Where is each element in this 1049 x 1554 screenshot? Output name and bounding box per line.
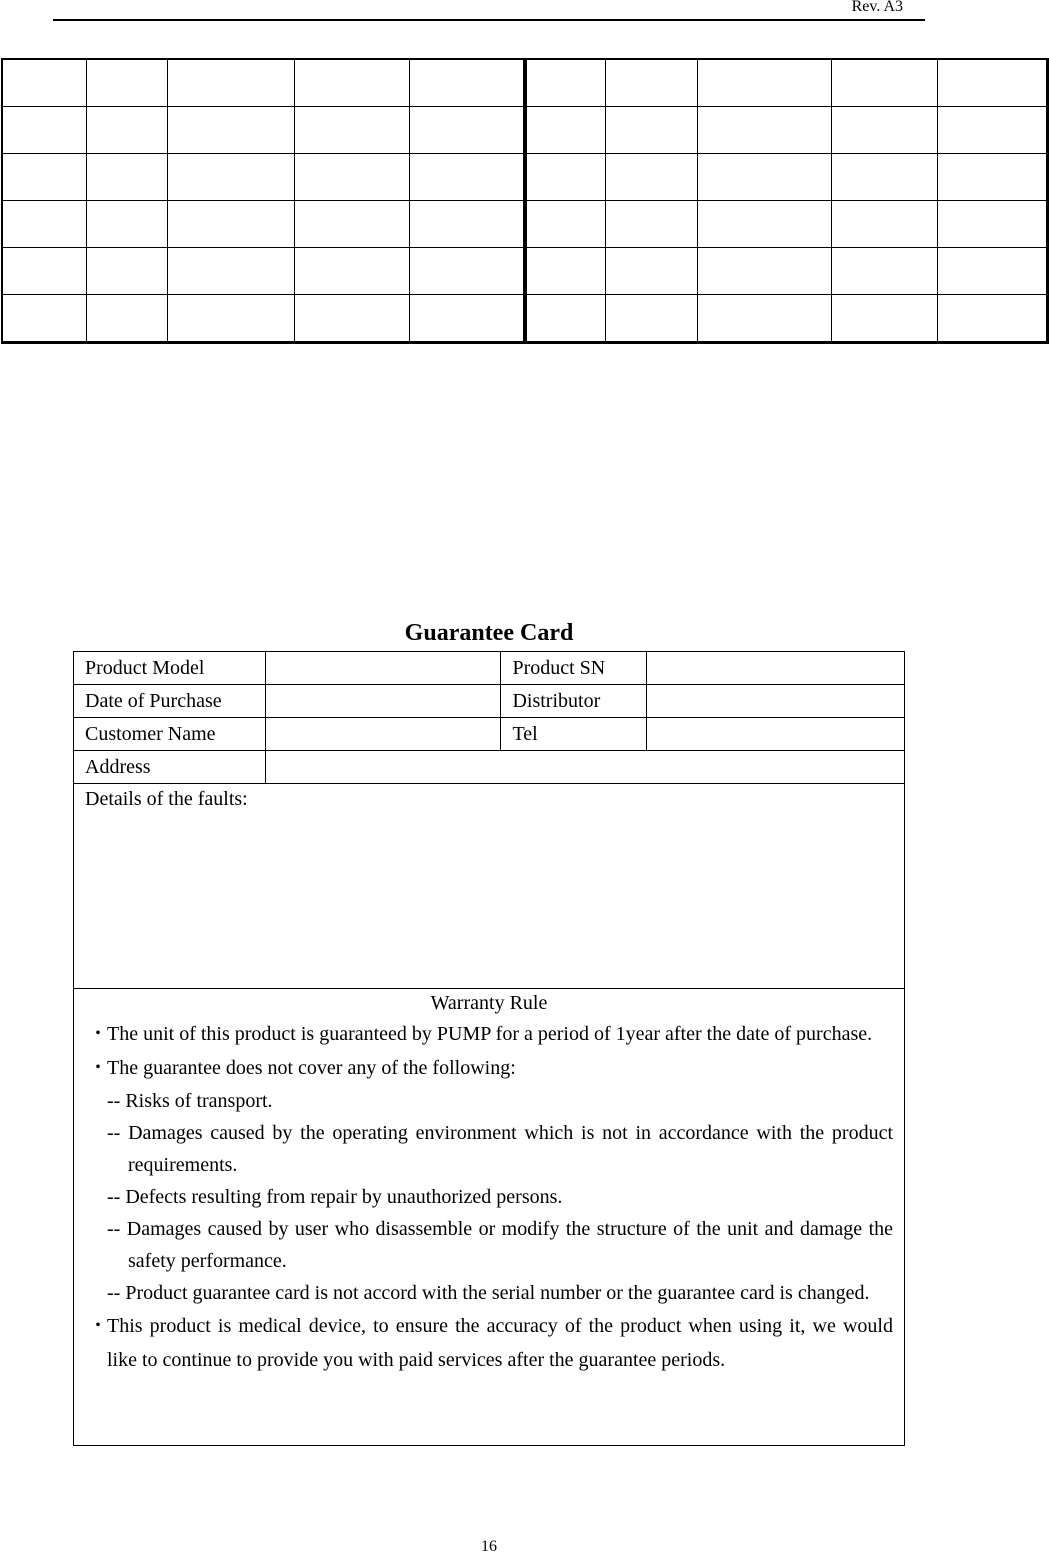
customer-name-field[interactable] bbox=[265, 718, 501, 751]
table-cell[interactable] bbox=[937, 295, 1047, 343]
exclusion-item: -- Product guarantee card is not accord with the serial number or the guarantee card is changed. bbox=[107, 1282, 870, 1304]
fault-details-field[interactable] bbox=[74, 784, 905, 989]
address-field[interactable] bbox=[265, 751, 904, 784]
table-cell[interactable] bbox=[605, 201, 697, 248]
table-cell[interactable] bbox=[409, 201, 525, 248]
guarantee-card-table bbox=[73, 651, 905, 1446]
exclusion-item: -- Risks of transport. bbox=[107, 1090, 273, 1112]
date-of-purchase-field[interactable] bbox=[265, 685, 501, 718]
table-cell[interactable] bbox=[937, 107, 1047, 154]
product-model-label: Product Model bbox=[74, 652, 266, 685]
revision-label: Rev. A3 bbox=[851, 0, 903, 15]
table-cell[interactable] bbox=[831, 107, 937, 154]
table-row bbox=[2, 107, 1047, 154]
exclusion-item: -- Damages caused by the operating environment which is not in accordance with the product requirements. bbox=[107, 1122, 893, 1176]
warranty-item bbox=[74, 1309, 904, 1377]
table-cell[interactable] bbox=[86, 154, 167, 201]
table-cell[interactable] bbox=[697, 59, 831, 107]
table-cell[interactable] bbox=[605, 107, 697, 154]
table-cell[interactable] bbox=[409, 59, 525, 107]
table-cell[interactable] bbox=[525, 295, 605, 343]
table-cell[interactable] bbox=[697, 295, 831, 343]
table-cell[interactable] bbox=[167, 295, 294, 343]
bullet-icon: ・ bbox=[88, 1057, 108, 1079]
table-cell[interactable] bbox=[294, 107, 409, 154]
table-row bbox=[2, 248, 1047, 295]
product-model-field[interactable] bbox=[265, 652, 501, 685]
table-cell[interactable] bbox=[409, 107, 525, 154]
table-cell[interactable] bbox=[937, 201, 1047, 248]
table-cell[interactable] bbox=[86, 295, 167, 343]
bullet-icon: ・ bbox=[88, 1315, 108, 1337]
customer-name-label: Customer Name bbox=[74, 718, 266, 751]
table-cell[interactable] bbox=[167, 107, 294, 154]
page-number: 16 bbox=[481, 1538, 497, 1554]
tel-field[interactable] bbox=[647, 718, 905, 751]
table-cell[interactable] bbox=[525, 59, 605, 107]
table-cell[interactable] bbox=[167, 59, 294, 107]
fault-details-label: Details of the faults: bbox=[85, 788, 248, 810]
table-cell[interactable] bbox=[525, 154, 605, 201]
table-row bbox=[74, 751, 905, 784]
table-cell[interactable] bbox=[937, 248, 1047, 295]
distributor-label: Distributor bbox=[501, 685, 647, 718]
table-cell[interactable] bbox=[294, 154, 409, 201]
table-row bbox=[2, 154, 1047, 201]
table-cell[interactable] bbox=[697, 154, 831, 201]
table-cell[interactable] bbox=[697, 248, 831, 295]
address-label: Address bbox=[74, 751, 266, 784]
warranty-item-text: The guarantee does not cover any of the following: bbox=[107, 1057, 516, 1079]
table-cell[interactable] bbox=[167, 201, 294, 248]
warranty-item bbox=[74, 1051, 904, 1085]
table-cell[interactable] bbox=[294, 59, 409, 107]
blank-record-table bbox=[1, 58, 1049, 344]
header-rule bbox=[53, 19, 925, 21]
table-cell[interactable] bbox=[86, 248, 167, 295]
warranty-item-text: The unit of this product is guaranteed by PUMP for a period of 1year after the date of purchase. bbox=[107, 1023, 873, 1045]
table-cell[interactable] bbox=[2, 154, 86, 201]
table-cell[interactable] bbox=[831, 201, 937, 248]
table-cell[interactable] bbox=[937, 59, 1047, 107]
table-row bbox=[2, 59, 1047, 107]
exclusion-item: -- Damages caused by user who disassemble or modify the structure of the unit and damage the safety performance. bbox=[107, 1218, 893, 1272]
table-row bbox=[74, 685, 905, 718]
table-cell[interactable] bbox=[697, 107, 831, 154]
exclusion-item: -- Defects resulting from repair by unauthorized persons. bbox=[107, 1186, 563, 1208]
table-cell[interactable] bbox=[2, 248, 86, 295]
table-row bbox=[2, 295, 1047, 343]
table-cell[interactable] bbox=[831, 59, 937, 107]
product-sn-field[interactable] bbox=[647, 652, 905, 685]
table-cell[interactable] bbox=[605, 154, 697, 201]
table-cell[interactable] bbox=[409, 154, 525, 201]
table-cell[interactable] bbox=[167, 248, 294, 295]
table-row bbox=[2, 201, 1047, 248]
table-cell[interactable] bbox=[605, 59, 697, 107]
table-cell[interactable] bbox=[937, 154, 1047, 201]
table-row bbox=[74, 989, 905, 1446]
table-cell[interactable] bbox=[2, 107, 86, 154]
table-cell[interactable] bbox=[86, 107, 167, 154]
table-cell[interactable] bbox=[831, 154, 937, 201]
table-cell[interactable] bbox=[605, 248, 697, 295]
warranty-item-text: This product is medical device, to ensure the accuracy of the product when using it, we would like to continue to provide you with paid services after the guarantee periods. bbox=[107, 1315, 893, 1371]
table-cell[interactable] bbox=[2, 59, 86, 107]
warranty-rule-title: Warranty Rule bbox=[430, 992, 548, 1014]
table-row bbox=[74, 652, 905, 685]
tel-label: Tel bbox=[501, 718, 647, 751]
table-cell[interactable] bbox=[167, 154, 294, 201]
table-cell[interactable] bbox=[525, 248, 605, 295]
table-row bbox=[74, 784, 905, 989]
table-cell[interactable] bbox=[294, 295, 409, 343]
table-cell[interactable] bbox=[409, 248, 525, 295]
warranty-item bbox=[74, 1017, 904, 1051]
table-cell[interactable] bbox=[86, 59, 167, 107]
guarantee-card-title: Guarantee Card bbox=[404, 620, 574, 646]
table-cell[interactable] bbox=[831, 248, 937, 295]
bullet-icon: ・ bbox=[88, 1023, 108, 1045]
table-cell[interactable] bbox=[2, 201, 86, 248]
table-cell[interactable] bbox=[525, 107, 605, 154]
table-cell[interactable] bbox=[2, 295, 86, 343]
table-cell[interactable] bbox=[605, 295, 697, 343]
table-cell[interactable] bbox=[294, 201, 409, 248]
table-cell[interactable] bbox=[525, 201, 605, 248]
table-cell[interactable] bbox=[294, 248, 409, 295]
table-cell[interactable] bbox=[697, 201, 831, 248]
warranty-rule-section bbox=[74, 989, 905, 1446]
product-sn-label: Product SN bbox=[501, 652, 647, 685]
date-of-purchase-label: Date of Purchase bbox=[74, 685, 266, 718]
table-cell[interactable] bbox=[831, 295, 937, 343]
table-cell[interactable] bbox=[86, 201, 167, 248]
table-cell[interactable] bbox=[409, 295, 525, 343]
table-row bbox=[74, 718, 905, 751]
distributor-field[interactable] bbox=[647, 685, 905, 718]
